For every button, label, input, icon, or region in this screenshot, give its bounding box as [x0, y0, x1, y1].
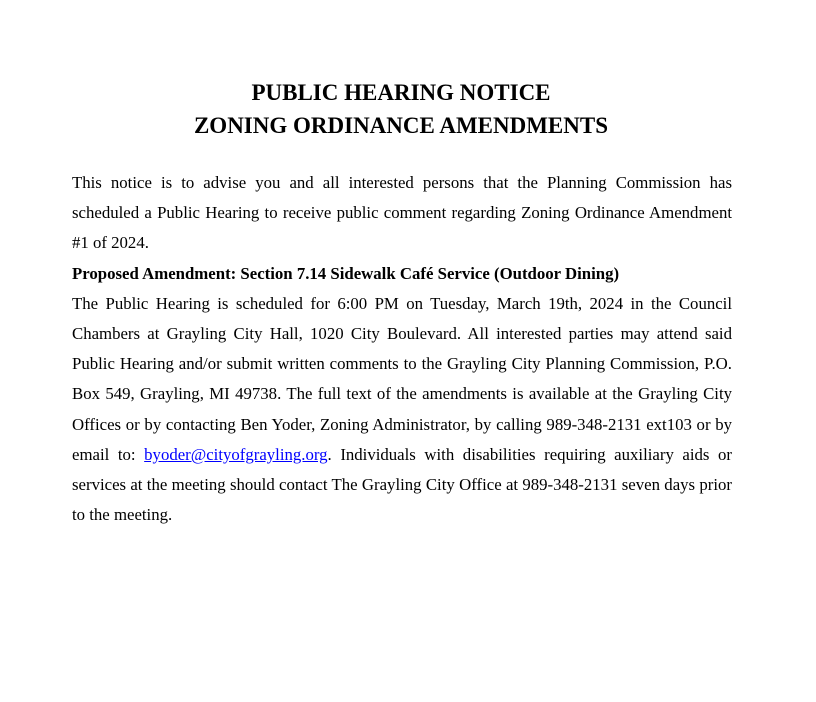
notice-title	[0, 76, 802, 142]
details-paragraph	[72, 289, 732, 531]
proposed-amendment-heading: Proposed Amendment: Section 7.14 Sidewalk Café Service (Outdoor Dining)	[72, 263, 620, 283]
details-text-after-email: . Individuals with disabilities requiring auxiliary aids or services at the meeting should contact The Grayling City Office at 989-348-2131 seven days prior to the meeting.	[72, 444, 732, 525]
notice-body	[72, 168, 732, 530]
details-text-before-email: The Public Hearing is scheduled for 6:00 PM on Tuesday, March 19th, 2024 in the Council Chambers at Grayling City Hall, 1020 City Boulevard. All interested parties may attend said Public Hearing and/or submit written comments to the Grayling City Planning Commission, P.O. Box 549, Grayling, MI 49738. The full text of the amendments is available at the Grayling City Offices or by contacting Ben Yoder, Zoning Administrator, by calling 989-348-2131 ext103 or by email to:	[72, 293, 732, 464]
intro-paragraph: This notice is to advise you and all interested persons that the Planning Commission has scheduled a Public Hearing to receive public comment regarding Zoning Ordinance Amendment #1 of 2024.	[72, 173, 732, 253]
email-link[interactable]: byoder@cityofgrayling.org	[144, 444, 328, 464]
title-line-2: ZONING ORDINANCE AMENDMENTS	[193, 113, 609, 138]
title-line-1: PUBLIC HEARING NOTICE	[251, 80, 551, 105]
